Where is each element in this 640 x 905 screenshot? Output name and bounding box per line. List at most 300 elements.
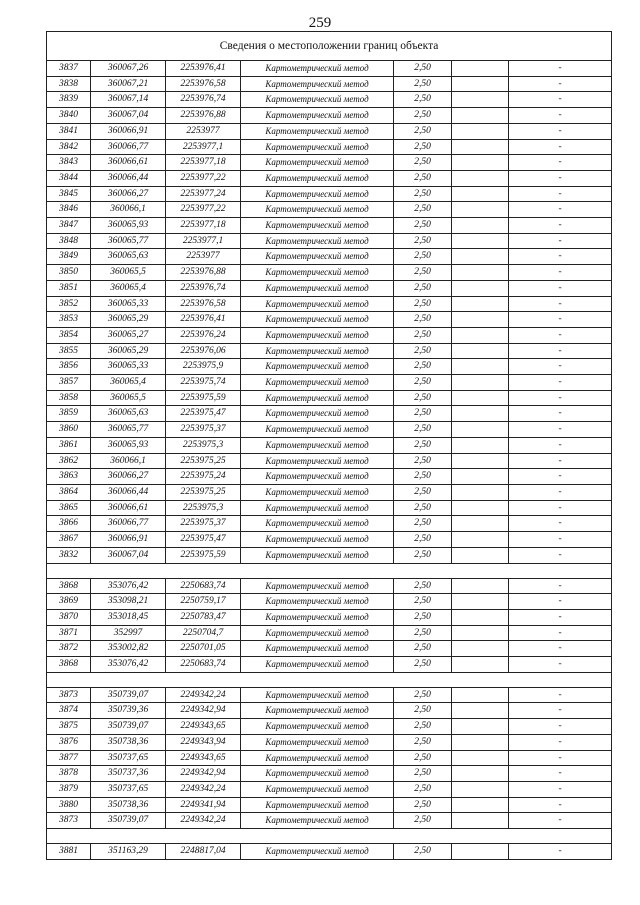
coord-y-cell: 2253975,9 (166, 359, 241, 375)
coord-x-cell: 360066,44 (91, 170, 166, 186)
coord-y-cell: 2253975,25 (166, 484, 241, 500)
page-number: 259 (308, 15, 332, 31)
coord-x-cell: 360065,77 (91, 422, 166, 438)
accuracy-cell: 2,50 (394, 218, 452, 234)
point-number-cell: 3879 (47, 781, 91, 797)
coord-y-cell: 2253977 (166, 123, 241, 139)
accuracy-cell: 2,50 (394, 547, 452, 563)
accuracy-cell: 2,50 (394, 609, 452, 625)
empty-cell (452, 453, 509, 469)
note-cell: - (509, 406, 612, 422)
method-cell: Картометрический метод (241, 343, 394, 359)
table-row (47, 687, 612, 703)
empty-cell (452, 390, 509, 406)
table-row (47, 844, 612, 860)
method-cell: Картометрический метод (241, 390, 394, 406)
empty-cell (452, 437, 509, 453)
note-cell: - (509, 359, 612, 375)
coord-y-cell: 2253977,24 (166, 186, 241, 202)
accuracy-cell: 2,50 (394, 76, 452, 92)
note-cell: - (509, 484, 612, 500)
coord-y-cell: 2253976,41 (166, 312, 241, 328)
point-number-cell: 3847 (47, 218, 91, 234)
point-number-cell: 3842 (47, 139, 91, 155)
empty-cell (452, 594, 509, 610)
empty-cell (452, 312, 509, 328)
empty-cell (452, 123, 509, 139)
empty-cell (452, 500, 509, 516)
method-cell: Картометрический метод (241, 123, 394, 139)
table-row (47, 249, 612, 265)
accuracy-cell: 2,50 (394, 202, 452, 218)
note-cell: - (509, 170, 612, 186)
table-row (47, 390, 612, 406)
empty-cell (452, 249, 509, 265)
table-row (47, 516, 612, 532)
note-cell: - (509, 61, 612, 77)
boundary-table-container (46, 31, 611, 860)
accuracy-cell: 2,50 (394, 280, 452, 296)
coord-y-cell: 2249342,94 (166, 766, 241, 782)
table-header-row (47, 32, 612, 61)
empty-cell (452, 343, 509, 359)
coord-x-cell: 353076,42 (91, 657, 166, 673)
point-number-cell: 3876 (47, 734, 91, 750)
coord-y-cell: 2253977 (166, 249, 241, 265)
empty-cell (452, 734, 509, 750)
table-row (47, 422, 612, 438)
accuracy-cell: 2,50 (394, 233, 452, 249)
point-number-cell: 3832 (47, 547, 91, 563)
note-cell: - (509, 186, 612, 202)
coord-x-cell: 350737,36 (91, 766, 166, 782)
note-cell: - (509, 469, 612, 485)
empty-cell (452, 186, 509, 202)
coord-y-cell: 2249343,65 (166, 750, 241, 766)
table-header: Сведения о местоположении границ объекта (47, 32, 612, 61)
coord-x-cell: 360067,14 (91, 92, 166, 108)
note-cell: - (509, 76, 612, 92)
method-cell: Картометрический метод (241, 92, 394, 108)
coord-y-cell: 2249342,24 (166, 813, 241, 829)
table-row (47, 797, 612, 813)
coord-x-cell: 360065,29 (91, 312, 166, 328)
accuracy-cell: 2,50 (394, 594, 452, 610)
accuracy-cell: 2,50 (394, 422, 452, 438)
coord-y-cell: 2253975,59 (166, 390, 241, 406)
accuracy-cell: 2,50 (394, 625, 452, 641)
empty-cell (452, 703, 509, 719)
table-row (47, 719, 612, 735)
boundary-table-body (47, 32, 612, 860)
method-cell: Картометрический метод (241, 249, 394, 265)
coord-x-cell: 350739,07 (91, 687, 166, 703)
coord-y-cell: 2249341,94 (166, 797, 241, 813)
point-number-cell: 3878 (47, 766, 91, 782)
note-cell: - (509, 453, 612, 469)
coord-x-cell: 360065,63 (91, 406, 166, 422)
coord-x-cell: 360065,4 (91, 375, 166, 391)
note-cell: - (509, 280, 612, 296)
method-cell: Картометрический метод (241, 641, 394, 657)
point-number-cell: 3875 (47, 719, 91, 735)
coord-x-cell: 360067,04 (91, 547, 166, 563)
note-cell: - (509, 500, 612, 516)
accuracy-cell: 2,50 (394, 687, 452, 703)
empty-cell (452, 108, 509, 124)
table-row (47, 750, 612, 766)
accuracy-cell: 2,50 (394, 703, 452, 719)
note-cell: - (509, 547, 612, 563)
accuracy-cell: 2,50 (394, 734, 452, 750)
empty-cell (452, 766, 509, 782)
coord-y-cell: 2253975,3 (166, 437, 241, 453)
coord-x-cell: 350737,65 (91, 750, 166, 766)
table-row (47, 500, 612, 516)
point-number-cell: 3843 (47, 155, 91, 171)
accuracy-cell: 2,50 (394, 170, 452, 186)
method-cell: Картометрический метод (241, 703, 394, 719)
table-row (47, 813, 612, 829)
coord-x-cell: 360066,27 (91, 186, 166, 202)
empty-cell (452, 532, 509, 548)
point-number-cell: 3869 (47, 594, 91, 610)
coord-y-cell: 2253977,1 (166, 139, 241, 155)
method-cell: Картометрический метод (241, 813, 394, 829)
coord-y-cell: 2253975,47 (166, 532, 241, 548)
accuracy-cell: 2,50 (394, 249, 452, 265)
point-number-cell: 3857 (47, 375, 91, 391)
empty-cell (452, 218, 509, 234)
method-cell: Картометрический метод (241, 406, 394, 422)
coord-y-cell: 2253975,47 (166, 406, 241, 422)
boundary-table (46, 31, 612, 860)
point-number-cell: 3841 (47, 123, 91, 139)
note-cell: - (509, 202, 612, 218)
accuracy-cell: 2,50 (394, 390, 452, 406)
method-cell: Картометрический метод (241, 516, 394, 532)
empty-cell (452, 625, 509, 641)
table-row (47, 61, 612, 77)
note-cell: - (509, 609, 612, 625)
method-cell: Картометрический метод (241, 76, 394, 92)
note-cell: - (509, 123, 612, 139)
coord-y-cell: 2253976,88 (166, 108, 241, 124)
coord-y-cell: 2250683,74 (166, 657, 241, 673)
method-cell: Картометрический метод (241, 327, 394, 343)
note-cell: - (509, 92, 612, 108)
accuracy-cell: 2,50 (394, 359, 452, 375)
note-cell: - (509, 625, 612, 641)
accuracy-cell: 2,50 (394, 469, 452, 485)
table-row (47, 108, 612, 124)
method-cell: Картометрический метод (241, 453, 394, 469)
accuracy-cell: 2,50 (394, 375, 452, 391)
table-row (47, 312, 612, 328)
table-row (47, 123, 612, 139)
empty-cell (452, 813, 509, 829)
point-number-cell: 3862 (47, 453, 91, 469)
note-cell: - (509, 249, 612, 265)
point-number-cell: 3874 (47, 703, 91, 719)
coord-x-cell: 350739,07 (91, 813, 166, 829)
empty-cell (452, 61, 509, 77)
empty-cell (452, 76, 509, 92)
note-cell: - (509, 375, 612, 391)
note-cell: - (509, 657, 612, 673)
note-cell: - (509, 296, 612, 312)
note-cell: - (509, 594, 612, 610)
point-number-cell: 3871 (47, 625, 91, 641)
coord-x-cell: 353002,82 (91, 641, 166, 657)
empty-cell (452, 375, 509, 391)
accuracy-cell: 2,50 (394, 766, 452, 782)
coord-y-cell: 2253976,74 (166, 92, 241, 108)
coord-y-cell: 2253976,74 (166, 280, 241, 296)
accuracy-cell: 2,50 (394, 813, 452, 829)
method-cell: Картометрический метод (241, 781, 394, 797)
coord-y-cell: 2250683,74 (166, 578, 241, 594)
table-row (47, 343, 612, 359)
empty-cell (452, 359, 509, 375)
table-row (47, 657, 612, 673)
coord-x-cell: 360067,26 (91, 61, 166, 77)
coord-y-cell: 2253976,58 (166, 76, 241, 92)
note-cell: - (509, 343, 612, 359)
empty-cell (452, 139, 509, 155)
method-cell: Картометрический метод (241, 218, 394, 234)
note-cell: - (509, 532, 612, 548)
point-number-cell: 3873 (47, 687, 91, 703)
coord-x-cell: 360066,61 (91, 500, 166, 516)
empty-cell (452, 641, 509, 657)
coord-y-cell: 2250759,17 (166, 594, 241, 610)
accuracy-cell: 2,50 (394, 327, 452, 343)
point-number-cell: 3868 (47, 578, 91, 594)
point-number-cell: 3860 (47, 422, 91, 438)
accuracy-cell: 2,50 (394, 312, 452, 328)
accuracy-cell: 2,50 (394, 578, 452, 594)
empty-cell (452, 547, 509, 563)
coord-x-cell: 360065,29 (91, 343, 166, 359)
accuracy-cell: 2,50 (394, 532, 452, 548)
method-cell: Картометрический метод (241, 469, 394, 485)
empty-cell (452, 155, 509, 171)
accuracy-cell: 2,50 (394, 484, 452, 500)
coord-y-cell: 2253975,59 (166, 547, 241, 563)
coord-x-cell: 353076,42 (91, 578, 166, 594)
method-cell: Картометрический метод (241, 155, 394, 171)
note-cell: - (509, 719, 612, 735)
point-number-cell: 3864 (47, 484, 91, 500)
coord-x-cell: 360066,91 (91, 123, 166, 139)
accuracy-cell: 2,50 (394, 343, 452, 359)
table-row (47, 453, 612, 469)
coord-x-cell: 360066,44 (91, 484, 166, 500)
method-cell: Картометрический метод (241, 186, 394, 202)
coord-x-cell: 360066,1 (91, 453, 166, 469)
point-number-cell: 3870 (47, 609, 91, 625)
note-cell: - (509, 750, 612, 766)
table-row (47, 92, 612, 108)
empty-cell (452, 609, 509, 625)
method-cell: Картометрический метод (241, 609, 394, 625)
accuracy-cell: 2,50 (394, 108, 452, 124)
table-row (47, 327, 612, 343)
coord-x-cell: 360066,1 (91, 202, 166, 218)
coord-y-cell: 2249342,24 (166, 781, 241, 797)
method-cell: Картометрический метод (241, 625, 394, 641)
point-number-cell: 3872 (47, 641, 91, 657)
coord-x-cell: 353018,45 (91, 609, 166, 625)
method-cell: Картометрический метод (241, 359, 394, 375)
coord-y-cell: 2253975,25 (166, 453, 241, 469)
note-cell: - (509, 813, 612, 829)
method-cell: Картометрический метод (241, 687, 394, 703)
point-number-cell: 3880 (47, 797, 91, 813)
accuracy-cell: 2,50 (394, 657, 452, 673)
point-number-cell: 3838 (47, 76, 91, 92)
empty-cell (452, 797, 509, 813)
point-number-cell: 3845 (47, 186, 91, 202)
coord-x-cell: 360065,93 (91, 437, 166, 453)
table-row (47, 547, 612, 563)
note-cell: - (509, 233, 612, 249)
accuracy-cell: 2,50 (394, 750, 452, 766)
table-row (47, 578, 612, 594)
group-separator-row (47, 563, 612, 578)
table-row (47, 76, 612, 92)
table-row (47, 641, 612, 657)
accuracy-cell: 2,50 (394, 265, 452, 281)
method-cell: Картометрический метод (241, 202, 394, 218)
note-cell: - (509, 781, 612, 797)
empty-cell (452, 750, 509, 766)
coord-y-cell: 2253975,3 (166, 500, 241, 516)
method-cell: Картометрический метод (241, 312, 394, 328)
empty-cell (452, 170, 509, 186)
accuracy-cell: 2,50 (394, 641, 452, 657)
note-cell: - (509, 265, 612, 281)
method-cell: Картометрический метод (241, 532, 394, 548)
table-row (47, 734, 612, 750)
accuracy-cell: 2,50 (394, 453, 452, 469)
coord-y-cell: 2249343,65 (166, 719, 241, 735)
point-number-cell: 3852 (47, 296, 91, 312)
point-number-cell: 3881 (47, 844, 91, 860)
empty-cell (452, 516, 509, 532)
group-separator-cell (47, 829, 612, 844)
coord-x-cell: 360066,27 (91, 469, 166, 485)
coord-x-cell: 360065,63 (91, 249, 166, 265)
point-number-cell: 3853 (47, 312, 91, 328)
method-cell: Картометрический метод (241, 108, 394, 124)
coord-x-cell: 352997 (91, 625, 166, 641)
group-separator-row (47, 829, 612, 844)
table-row (47, 766, 612, 782)
note-cell: - (509, 327, 612, 343)
coord-y-cell: 2250783,47 (166, 609, 241, 625)
point-number-cell: 3855 (47, 343, 91, 359)
note-cell: - (509, 516, 612, 532)
method-cell: Картометрический метод (241, 547, 394, 563)
point-number-cell: 3846 (47, 202, 91, 218)
method-cell: Картометрический метод (241, 578, 394, 594)
empty-cell (452, 687, 509, 703)
accuracy-cell: 2,50 (394, 186, 452, 202)
coord-x-cell: 360066,77 (91, 516, 166, 532)
table-row (47, 625, 612, 641)
accuracy-cell: 2,50 (394, 437, 452, 453)
coord-x-cell: 360065,33 (91, 359, 166, 375)
note-cell: - (509, 108, 612, 124)
coord-x-cell: 360065,93 (91, 218, 166, 234)
coord-x-cell: 360067,21 (91, 76, 166, 92)
empty-cell (452, 484, 509, 500)
coord-x-cell: 360066,77 (91, 139, 166, 155)
table-row (47, 484, 612, 500)
table-row (47, 469, 612, 485)
empty-cell (452, 406, 509, 422)
empty-cell (452, 265, 509, 281)
coord-y-cell: 2253977,18 (166, 218, 241, 234)
note-cell: - (509, 422, 612, 438)
table-row (47, 170, 612, 186)
table-row (47, 703, 612, 719)
note-cell: - (509, 641, 612, 657)
point-number-cell: 3866 (47, 516, 91, 532)
note-cell: - (509, 734, 612, 750)
accuracy-cell: 2,50 (394, 844, 452, 860)
method-cell: Картометрический метод (241, 797, 394, 813)
coord-x-cell: 360065,77 (91, 233, 166, 249)
table-row (47, 781, 612, 797)
coord-x-cell: 350739,36 (91, 703, 166, 719)
method-cell: Картометрический метод (241, 734, 394, 750)
coord-y-cell: 2253976,24 (166, 327, 241, 343)
coord-x-cell: 360065,4 (91, 280, 166, 296)
coord-y-cell: 2249342,24 (166, 687, 241, 703)
table-row (47, 218, 612, 234)
accuracy-cell: 2,50 (394, 139, 452, 155)
table-row (47, 265, 612, 281)
point-number-cell: 3844 (47, 170, 91, 186)
accuracy-cell: 2,50 (394, 92, 452, 108)
method-cell: Картометрический метод (241, 437, 394, 453)
coord-y-cell: 2253975,37 (166, 422, 241, 438)
note-cell: - (509, 578, 612, 594)
point-number-cell: 3861 (47, 437, 91, 453)
group-separator-cell (47, 672, 612, 687)
method-cell: Картометрический метод (241, 296, 394, 312)
coord-y-cell: 2253977,1 (166, 233, 241, 249)
coord-y-cell: 2253977,22 (166, 202, 241, 218)
accuracy-cell: 2,50 (394, 296, 452, 312)
table-row (47, 406, 612, 422)
accuracy-cell: 2,50 (394, 781, 452, 797)
empty-cell (452, 327, 509, 343)
coord-y-cell: 2253976,06 (166, 343, 241, 359)
method-cell: Картометрический метод (241, 484, 394, 500)
point-number-cell: 3856 (47, 359, 91, 375)
coord-y-cell: 2253976,58 (166, 296, 241, 312)
point-number-cell: 3851 (47, 280, 91, 296)
method-cell: Картометрический метод (241, 500, 394, 516)
point-number-cell: 3873 (47, 813, 91, 829)
coord-y-cell: 2253977,22 (166, 170, 241, 186)
coord-y-cell: 2250704,7 (166, 625, 241, 641)
table-row (47, 594, 612, 610)
